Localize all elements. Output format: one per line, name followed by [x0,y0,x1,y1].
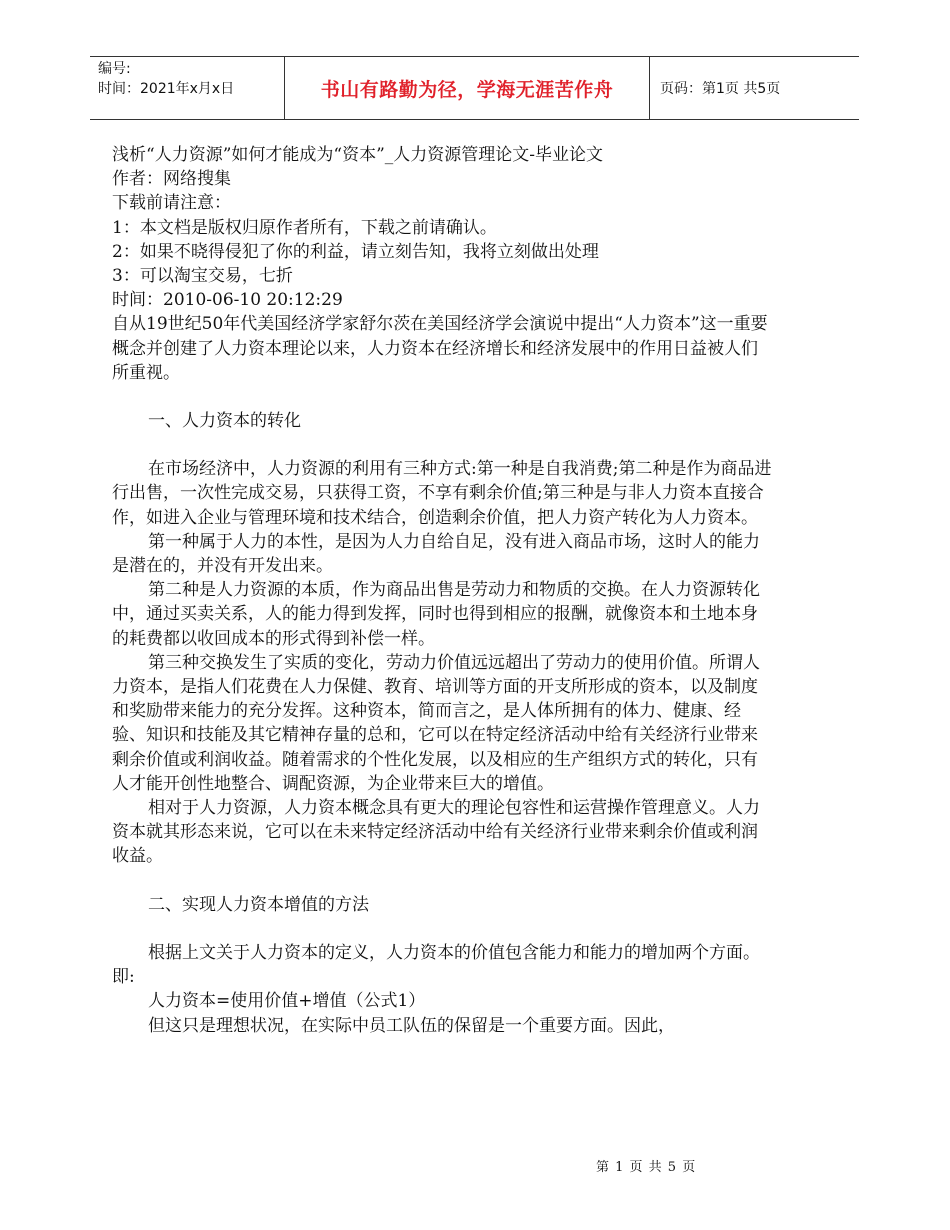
notice-item: 1：本文档是版权归原作者所有，下载之前请确认。 [112,217,497,238]
spacer [112,433,772,457]
spacer [112,917,772,941]
intro-paragraph: 自从19世纪50年代美国经济学家舒尔茨在美国经济学会演说中提出“人力资本”这一重要概念并创建了人力资本理论以来，人力资本在经济增长和经济发展中的作用日益被人们所重视。 [112,314,768,383]
header-page-info: 页码：第1页 共5页 [660,81,781,97]
document-body [112,143,772,1038]
document-number-label: 编号: [98,61,131,77]
body-paragraph: 第一种属于人力的本性，是因为人力自给自足，没有进入商品市场，这时人的能力是潜在的，并没有开发出来。 [112,531,760,577]
body-paragraph: 根据上文关于人力资本的定义，人力资本的价值包含能力和能力的增加两个方面。即: [112,942,760,988]
notice-item: 3：可以淘宝交易，七折 [112,266,293,287]
page-header [90,56,859,120]
body-paragraph: 在市场经济中，人力资源的利用有三种方式:第一种是自我消费;第二种是作为商品进行出售，一次性完成交易，只获得工资，不享有剩余价值;第三种是与非人力资本直接合作，如进入企业与管理环境和技术结合，创造剩余价值，把人力资产转化为人力资本。 [112,459,772,528]
header-page-cell [650,57,859,119]
spacer [112,385,772,409]
header-meta [90,57,284,119]
formula-line: 人力资本=使用价值+增值（公式1） [148,991,426,1012]
notice-item: 2：如果不晓得侵犯了你的利益，请立刻告知，我将立刻做出处理 [112,241,599,262]
body-paragraph: 但这只是理想状况，在实际中员工队伍的保留是一个重要方面。因此， [148,1015,675,1036]
document-author: 作者：网络搜集 [112,169,231,190]
notice-heading: 下载前请注意： [112,193,231,214]
document-time-label: 时间：2021年x月x日 [98,81,235,97]
document-time: 时间：2010-06-10 20:12:29 [112,290,343,311]
document-title: 浅析“人力资源”如何才能成为“资本”_人力资源管理论文-毕业论文 [112,145,604,165]
body-paragraph: 相对于人力资源，人力资本概念具有更大的理论包容性和运营操作管理意义。人力资本就其形态来说，它可以在未来特定经济活动中给有关经济行业带来剩余价值或利润收益。 [112,798,760,867]
spacer [112,869,772,893]
section-heading: 二、实现人力资本增值的方法 [148,894,369,915]
header-motto: 书山有路勤为径，学海无涯苦作舟 [320,78,614,101]
body-paragraph: 第二种是人力资源的本质，作为商品出售是劳动力和物质的交换。在人力资源转化中，通过买卖关系，人的能力得到发挥，同时也得到相应的报酬，就像资本和土地本身的耗费都以收回成本的形式得到补偿一样。 [112,580,760,649]
header-motto-cell [284,57,650,119]
body-paragraph: 第三种交换发生了实质的变化，劳动力价值远远超出了劳动力的使用价值。所谓人力资本，是指人们花费在人力保健、教育、培训等方面的开支所形成的资本，以及制度和奖励带来能力的充分发挥。这种资本，简而言之，是人体所拥有的体力、健康、经验、知识和技能及其它精神存量的总和，它可以在特定经济活动中给有关经济行业带来剩余价值或利润收益。随着需求的个性化发展，以及相应的生产组织方式的转化，只有人才能开创性地整合、调配资源，为企业带来巨大的增值。 [112,652,760,794]
page-footer: 第 1 页 共 5 页 [596,1160,697,1175]
section-heading: 一、人力资本的转化 [148,411,301,432]
